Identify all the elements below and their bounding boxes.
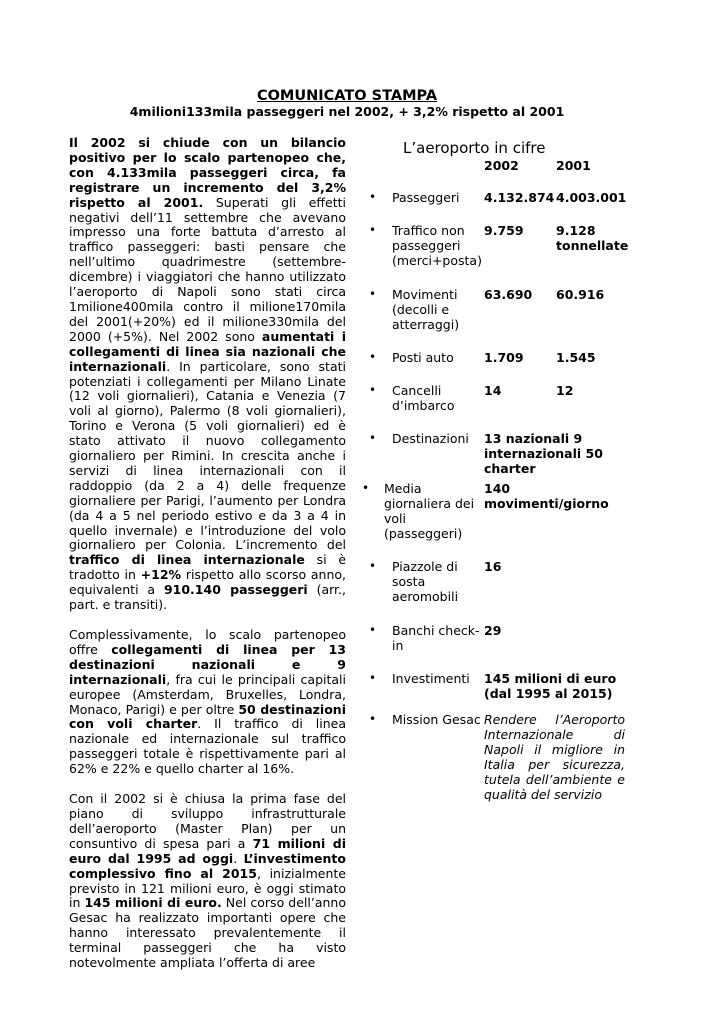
stats-value: 13 nazionali 9 internazionali 50 charter [484, 431, 603, 476]
stats-value: 145 milioni di euro (dal 1995 al 2015) [484, 671, 617, 701]
text-run: , fra cui le principali capitali europee (Amsterdam, Bruxelles, Londra, Monaco, Parigi) e per oltre [69, 671, 346, 717]
stats-label: Banchi check-in [392, 623, 480, 653]
bullet-icon: • [369, 383, 377, 397]
bold-text-run: 910.140 passeggeri [163, 582, 308, 598]
document-title: COMUNICATO STAMPA [256, 88, 438, 104]
mission-statement: Rendere l’Aeroporto Internazionale di Napoli il migliore in Italia per sicurezza, tutela dell’ambiente e qualità del servizio [484, 712, 625, 802]
text-run: Superati gli effetti negativi dell’11 settembre che avevano impresso una forte battuta d’arresto al traffico passeggeri: basti pensare che nell’ultimo quadrimestre (settembre-dicembre) i viaggiatori che hanno utilizzato l’aeroporto di Napoli sono stati circa 1milione400mila contro il milione170mila del 2001(+20%) ed il milione330mila del 2000 (+5%). Nel 2002 sono [69, 194, 346, 344]
stats-value-2002: 14 [484, 383, 502, 398]
bullet-icon: • [362, 481, 370, 495]
stats-label: Investimenti [392, 671, 470, 686]
stats-label: Mission Gesac [392, 712, 481, 727]
bold-text-run: traffico di linea internazionale [69, 552, 305, 568]
stats-label: Posti auto [392, 350, 454, 365]
bold-text-run: 50 destinazioni con voli charter [69, 701, 346, 732]
text-run: . In particolare, sono stati potenziati i collegamenti per Milano Linate (12 voli giornalieri), Catania e Venezia (7 voli al giorno), Palermo (8 voli giornalieri), Torino e Verona (5 voli giornalieri) ed è stato attivato il nuovo collegamento giornaliero per Rimini. In crescita anche i servizi di linea internazionali con il raddoppio (da 2 a 4) delle frequenze giornaliere per Parigi, l’aumento per Londra (da 4 a 5 nel periodo estivo e da 3 a 4 in quello invernale) e l’introduzione del volo giornaliero per Colonia. L’incremento del [69, 358, 346, 553]
bold-text-run: 145 milioni di euro. [84, 895, 222, 911]
bullet-icon: • [369, 431, 377, 445]
stats-value-2002: 9.759 [484, 223, 524, 238]
article-paragraph-2 [69, 628, 346, 777]
stats-header-2001: 2001 [556, 158, 591, 173]
stats-label: Traffico non passeggeri (merci+posta) [392, 223, 482, 268]
stats-value: 29 [484, 623, 502, 638]
bold-text-run: L’investimento complessivo fino al 2015 [69, 850, 346, 881]
stats-label: Cancelli d’imbarco [392, 383, 455, 413]
stats-title: L’aeroporto in cifre [403, 139, 546, 157]
stats-label: Destinazioni [392, 431, 469, 446]
bullet-icon: • [369, 223, 377, 237]
text-run: . [233, 850, 244, 866]
text-run: . Il traffico di linea nazionale ed internazionale sul traffico passeggeri totale è rispettivamente pari al 62% e 22% e quello charter al 16%. [69, 716, 346, 777]
stats-label: Piazzole di sosta aeromobili [392, 559, 459, 604]
stats-value-2002: 4.132.874 [484, 190, 555, 205]
document-subtitle: 4milioni133mila passeggeri nel 2002, + 3,2% rispetto al 2001 [129, 104, 565, 119]
bullet-icon: • [369, 623, 377, 637]
stats-label: Media giornaliera dei voli (passeggeri) [384, 481, 475, 541]
stats-value: 140 movimenti/giorno [484, 481, 609, 511]
stats-value-2002: 63.690 [484, 287, 533, 302]
stats-value-2002: 1.709 [484, 350, 524, 365]
bold-text-run: aumentati i collegamenti di linea sia nazionali che internazionali [69, 328, 346, 374]
bullet-icon: • [369, 350, 377, 364]
stats-value: 16 [484, 559, 502, 574]
article-paragraph-3 [69, 792, 346, 971]
bullet-icon: • [369, 712, 377, 726]
stats-label: Movimenti (decolli e atterraggi) [392, 287, 460, 332]
bullet-icon: • [369, 671, 377, 685]
text-run: Con il 2002 si è chiusa la prima fase del piano di sviluppo infrastrutturale dell’aeroporto (Master Plan) per un consuntivo di spesa pari a [69, 791, 346, 851]
bold-text-run: collegamenti di linea per 13 destinazioni nazionali e 9 internazionali [69, 641, 346, 687]
bullet-icon: • [369, 559, 377, 573]
article-paragraph-1 [69, 136, 346, 613]
stats-value-2001: 60.916 [556, 287, 605, 302]
bold-text-run: Il 2002 si chiude con un bilancio positivo per lo scalo partenopeo che, con 4.133mila passeggeri circa, fa registrare un incremento del 3,2% rispetto al 2001. [69, 135, 346, 210]
stats-value-2001: 4.003.001 [556, 190, 627, 205]
text-run: Nel corso dell’anno Gesac ha realizzato importanti opere che hanno interessato prevalentemente il terminal passeggeri che ha visto notevolmente ampliata l’offerta di aree [69, 895, 346, 971]
stats-header-2002: 2002 [484, 158, 519, 173]
stats-label: Passeggeri [392, 190, 460, 205]
text-run: rispetto allo scorso anno, equivalenti a [69, 567, 347, 598]
bullet-icon: • [369, 287, 377, 301]
bold-text-run: 71 milioni di euro dal 1995 ad oggi [69, 835, 347, 866]
text-run: (arr., part. e transiti). [69, 582, 346, 613]
stats-value-2001: 1.545 [556, 350, 596, 365]
stats-value-2001: 9.128 tonnellate [556, 223, 629, 253]
text-run: si è tradotto in [69, 552, 347, 583]
bold-text-run: +12% [140, 567, 182, 583]
bullet-icon: • [369, 190, 377, 204]
stats-value-2001: 12 [556, 383, 574, 398]
text-run: , inizialmente previsto in 121 milioni euro, è oggi stimato in [69, 865, 346, 911]
text-run: Complessivamente, lo scalo partenopeo offre [69, 627, 346, 657]
article-body [69, 136, 346, 986]
